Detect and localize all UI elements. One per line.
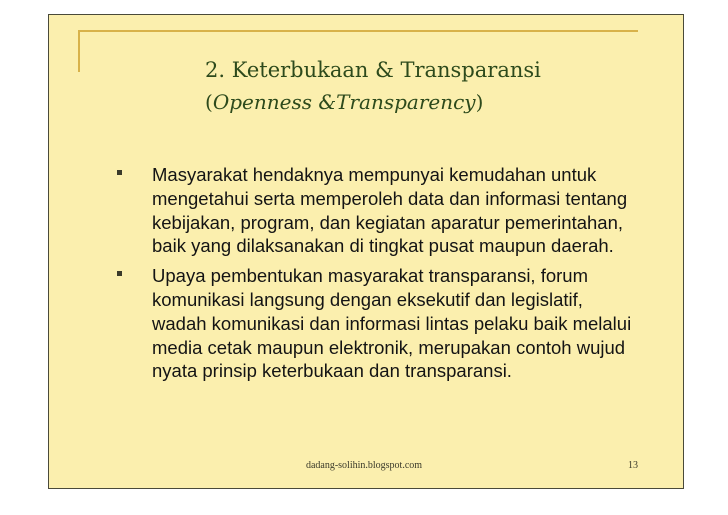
subtitle-open-paren: ( [205, 90, 213, 114]
title-subtitle [205, 86, 541, 118]
page-number: 13 [628, 460, 638, 471]
bullet-text: Upaya pembentukan masyarakat transparansi, forum komunikasi langsung dengan eksekutif dan legislatif, wadah komunikasi dan informasi lintas pelaku baik melalui media cetak maupun elektronik, merupakan contoh wujud nyata prinsip keterbukaan dan transparansi. [152, 265, 632, 382]
decorative-left-line [78, 30, 80, 72]
title-main: 2. Keterbukaan & Transparansi [205, 58, 541, 82]
bullet-list [112, 163, 632, 389]
square-bullet-icon [117, 170, 122, 175]
subtitle-italic: Openness &Transparency [212, 90, 476, 114]
square-bullet-icon [117, 271, 122, 276]
bullet-text: Masyarakat hendaknya mempunyai kemudahan untuk mengetahui serta memperoleh data dan informasi tentang kebijakan, program, dan kegiatan aparatur pemerintahan, baik yang dilaksanakan di tingkat pusat maupun daerah. [152, 164, 628, 257]
bullet-item [112, 264, 632, 383]
decorative-top-line [78, 30, 638, 32]
subtitle-close-paren: ) [475, 90, 484, 114]
bullet-item [112, 163, 632, 258]
slide-title [205, 54, 541, 118]
footer-source: dadang-solihin.blogspot.com [305, 460, 423, 471]
